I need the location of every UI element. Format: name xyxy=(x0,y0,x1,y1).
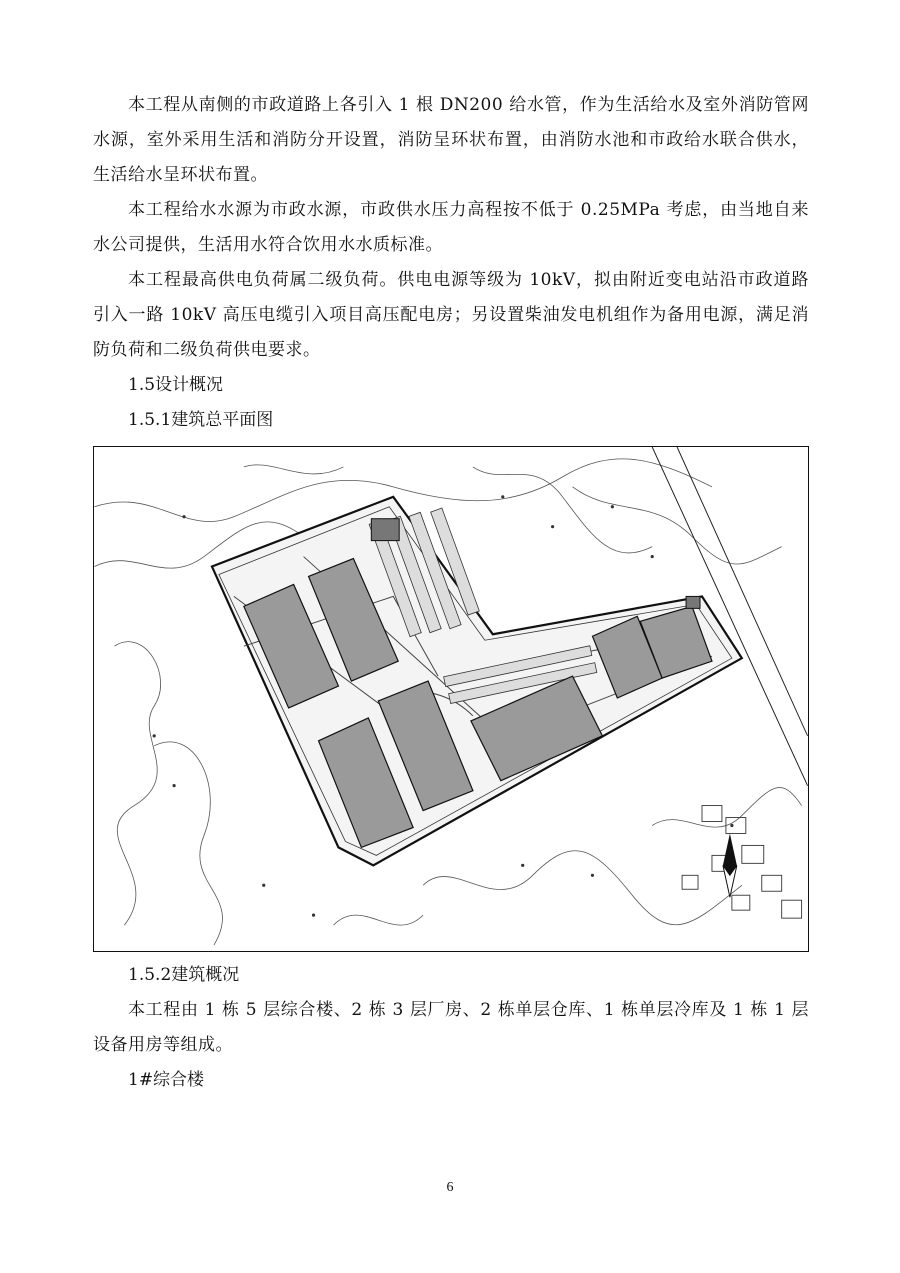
heading-building-overview: 1.5.2建筑概况 xyxy=(128,965,240,985)
page-number: 6 xyxy=(446,1180,454,1195)
village-buildings xyxy=(682,806,802,919)
paragraph-water-supply: 本工程从南侧的市政道路上各引入 1 根 DN200 给水管，作为生活给水及室外消防管网水源，室外采用生活和消防分开设置，消防呈环状布置，由消防水池和市政给水联合供水，生活给水呈环状布置。 xyxy=(93,95,809,185)
site-plan-svg xyxy=(94,447,808,951)
paragraph-building-composition: 本工程由 1 栋 5 层综合楼、2 栋 3 层厂房、2 栋单层仓库、1 栋单层冷库及 1 栋 1 层设备用房等组成。 xyxy=(93,1000,809,1055)
text-block-bottom xyxy=(93,958,809,1098)
heading-design-overview: 1.5设计概况 xyxy=(128,375,224,395)
paragraph-water-source: 本工程给水水源为市政水源，市政供水压力高程按不低于 0.25MPa 考虑，由当地自来水公司提供，生活用水符合饮用水水质标准。 xyxy=(93,200,809,255)
text-block-top xyxy=(93,88,809,438)
paragraph-power-supply: 本工程最高供电负荷属二级负荷。供电电源等级为 10kV，拟由附近变电站沿市政道路引入一路 10kV 高压电缆引入项目高压配电房；另设置柴油发电机组作为备用电源，满足消防负荷和二级负荷供电要求。 xyxy=(93,270,809,360)
north-arrow-icon xyxy=(723,833,737,897)
site-plan-drawing xyxy=(93,446,809,952)
heading-site-plan: 1.5.1建筑总平面图 xyxy=(128,410,274,430)
heading-complex-building: 1#综合楼 xyxy=(128,1070,205,1090)
